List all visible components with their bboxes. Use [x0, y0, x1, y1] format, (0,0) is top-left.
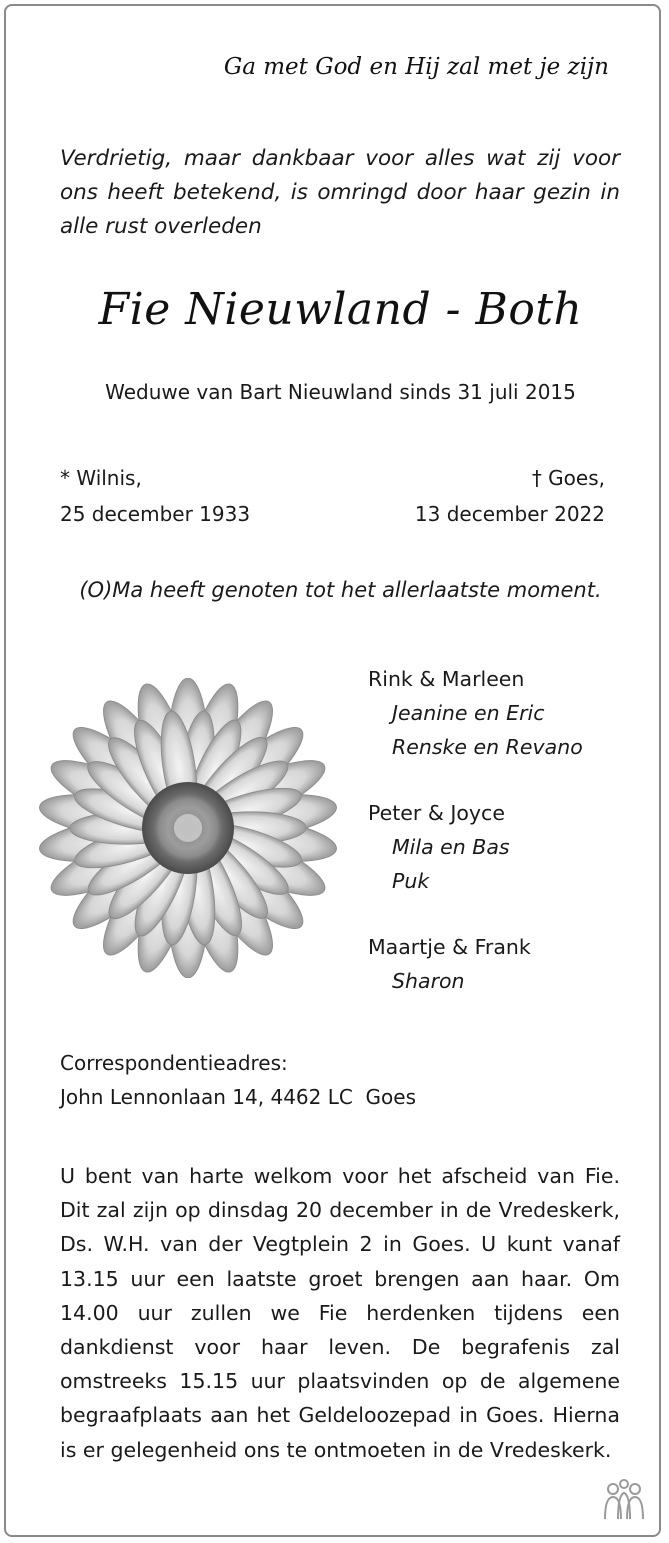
correspondence-address: John Lennonlaan 14, 4462 LC Goes [60, 1085, 417, 1109]
birth-place: * Wilnis, [60, 466, 142, 490]
death-place: † Goes, [531, 466, 605, 490]
obituary-card [4, 4, 661, 1537]
family-parents: Rink & Marleen [368, 667, 525, 691]
family-parents: Maartje & Frank [368, 935, 531, 959]
family-group [368, 930, 583, 998]
family-parents: Peter & Joyce [368, 801, 505, 825]
family-child: Mila en Bas [392, 835, 510, 859]
deceased-name: Fie Nieuwland - Both [98, 284, 583, 335]
family-group [368, 796, 583, 898]
widow-line: Weduwe van Bart Nieuwland sinds 31 juli 2015 [105, 380, 576, 404]
death-date: 13 december 2022 [414, 502, 605, 526]
welcome-text: U bent van harte welkom voor het afscheid van Fie. Dit zal zijn op dinsdag 20 december in de Vredeskerk, Ds. W.H. van der Vegtplein 2 in Goes. U kunt vanaf 13.15 uur een laatste groet brengen aan haar. Om 14.00 uur zullen we Fie herdenken tijdens een dankdienst voor haar leven. De begrafenis zal omstreeks 15.15 uur plaatsvinden op de algemene begraafplaats aan het Geldeloozepad in Goes. Hierna is er gelegenheid ons te ontmoeten in de Vredeskerk. [60, 1164, 620, 1462]
family-people-logo-icon [601, 1479, 647, 1523]
family-child: Sharon [392, 969, 465, 993]
quote: (O)Ma heeft genoten tot het allerlaatste moment. [79, 578, 602, 602]
death-info [415, 460, 605, 532]
intro-text: Verdrietig, maar dankbaar voor alles wat zij voor ons heeft betekend, is omringd door haar gezin in alle rust overleden [60, 146, 620, 239]
correspondence [60, 1046, 416, 1114]
family-group [368, 662, 583, 764]
birth-date: 25 december 1933 [60, 502, 251, 526]
family-child: Puk [392, 869, 430, 893]
birth-info [60, 460, 250, 532]
motto: Ga met God en Hij zal met je zijn [223, 54, 609, 80]
family-child: Renske en Revano [392, 735, 583, 759]
gerbera-flower-icon [32, 678, 344, 978]
family-child: Jeanine en Eric [392, 701, 545, 725]
family-list [368, 662, 583, 1030]
correspondence-label: Correspondentieadres: [60, 1051, 288, 1075]
